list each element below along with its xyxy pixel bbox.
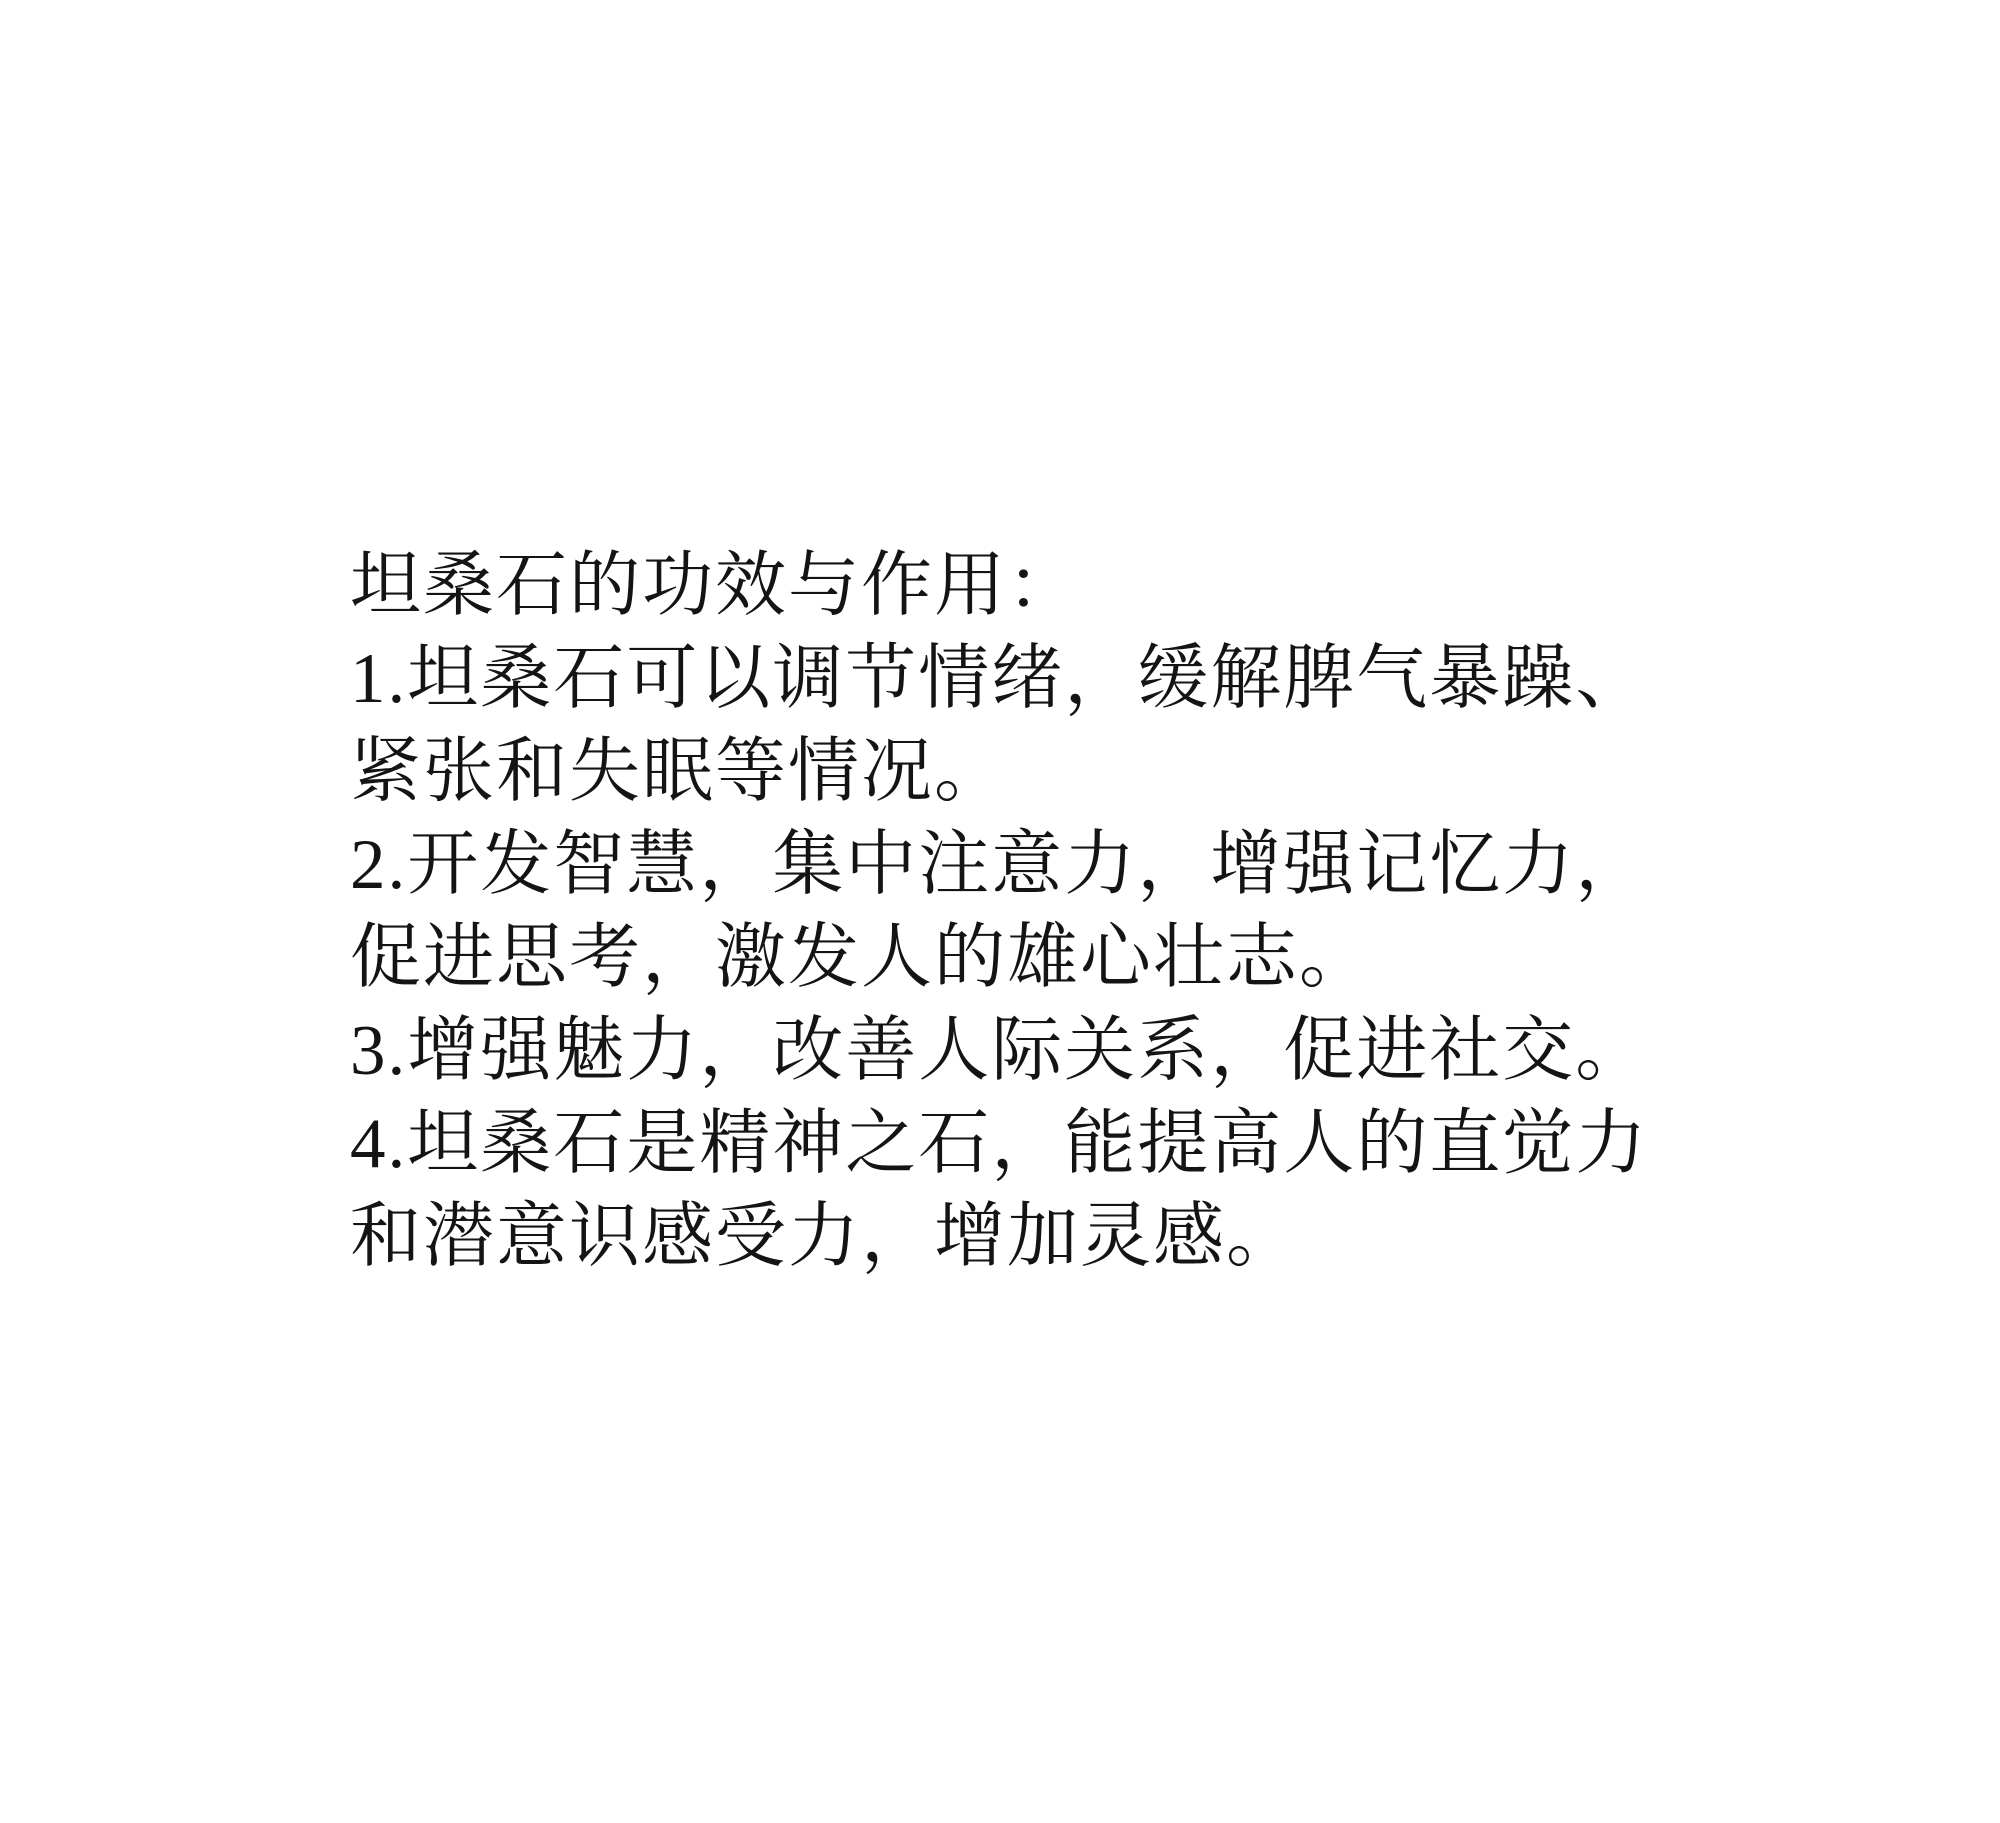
text-line-item4-part1: 4.坦桑石是精神之石，能提高人的直觉力: [350, 1105, 1649, 1183]
text-line-item1-part2: 紧张和失眠等情况。: [350, 733, 1008, 811]
text-line-item2-part1: 2.开发智慧，集中注意力，增强记忆力，: [350, 826, 1649, 904]
heading-line: 坦桑石的功效与作用：: [350, 547, 1081, 625]
text-line-item4-part2: 和潜意识感受力，增加灵感。: [350, 1198, 1300, 1276]
text-line-item3: 3.增强魅力，改善人际关系，促进社交。: [350, 1012, 1649, 1090]
text-line-item1-part1: 1.坦桑石可以调节情绪，缓解脾气暴躁、: [350, 640, 1649, 718]
text-line-item2-part2: 促进思考，激发人的雄心壮志。: [350, 919, 1373, 997]
text-block: [350, 540, 1770, 1284]
